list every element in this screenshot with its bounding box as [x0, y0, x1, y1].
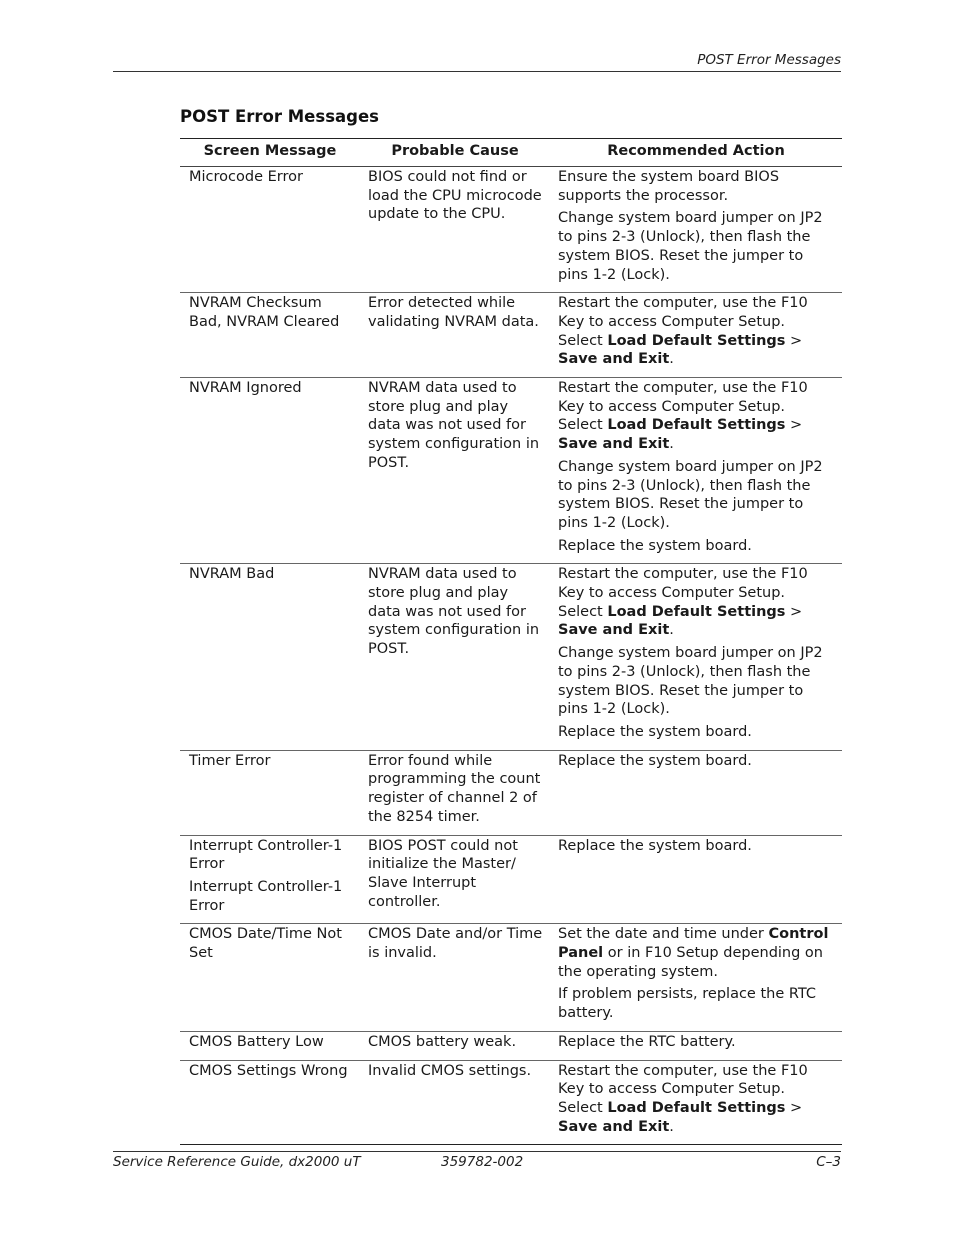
recommended-action	[558, 168, 830, 205]
footer-document-title: Service Reference Guide, dx2000 uT	[113, 1154, 361, 1170]
screen-message-cell	[180, 293, 360, 378]
probable-cause-cell	[360, 293, 550, 378]
action-emphasis: Save and Exit	[558, 1118, 670, 1135]
action-text: Restart the computer, use the F10 Key to access Computer Setup. Select	[558, 380, 808, 434]
recommended-action	[558, 294, 830, 369]
running-header: POST Error Messages	[697, 52, 841, 68]
action-text: .	[669, 436, 674, 453]
action-emphasis: Control Panel	[558, 926, 829, 962]
recommended-action	[558, 1062, 830, 1137]
table-row	[180, 750, 842, 835]
table-row	[180, 1031, 842, 1060]
action-emphasis: Load Default Settings	[607, 1099, 786, 1116]
column-header-screen-message: Screen Message	[203, 142, 337, 159]
probable-cause-cell	[360, 167, 550, 293]
screen-message-cell	[180, 835, 360, 924]
action-text: .	[669, 351, 674, 368]
screen-message: Timer Error	[189, 752, 271, 769]
screen-message: CMOS Battery Low	[189, 1033, 324, 1050]
probable-cause: CMOS battery weak.	[368, 1033, 517, 1050]
recommended-action-cell	[550, 1031, 842, 1060]
action-text: Replace the system board.	[558, 537, 752, 554]
probable-cause-cell	[360, 750, 550, 835]
column-header-probable-cause: Probable Cause	[391, 142, 519, 159]
screen-message: CMOS Date/Time Not Set	[189, 926, 342, 962]
recommended-action	[558, 565, 830, 640]
probable-cause: Error detected while validating NVRAM data.	[368, 295, 539, 330]
action-text: .	[669, 622, 674, 639]
screen-message-cell	[180, 167, 360, 293]
recommended-action-cell	[550, 378, 842, 564]
table-row	[180, 293, 842, 378]
action-emphasis: Load Default Settings	[607, 603, 786, 620]
screen-message: NVRAM Checksum Bad, NVRAM Cleared	[189, 295, 340, 330]
action-text: >	[785, 417, 803, 434]
recommended-action	[558, 209, 830, 284]
action-emphasis: Load Default Settings	[607, 417, 786, 434]
recommended-action	[558, 644, 830, 719]
action-text: >	[785, 1099, 803, 1116]
recommended-action-cell	[550, 924, 842, 1032]
probable-cause: BIOS could not find or load the CPU microcode update to the CPU.	[368, 169, 542, 223]
screen-message-cell	[180, 924, 360, 1032]
recommended-action	[558, 985, 830, 1022]
action-text: Set the date and time under	[558, 926, 769, 943]
recommended-action	[558, 837, 830, 856]
footer-page-number: C–3	[816, 1154, 841, 1170]
probable-cause-cell	[360, 924, 550, 1032]
recommended-action-cell	[550, 167, 842, 293]
action-text: Replace the system board.	[558, 723, 752, 740]
screen-message: Interrupt Controller-1 Error	[189, 837, 343, 873]
recommended-action	[558, 752, 830, 771]
probable-cause-cell	[360, 1031, 550, 1060]
table-row	[180, 1060, 842, 1145]
recommended-action-cell	[550, 564, 842, 750]
action-text: >	[785, 603, 803, 620]
screen-message-cell	[180, 750, 360, 835]
recommended-action	[558, 723, 830, 742]
recommended-action	[558, 1033, 830, 1052]
probable-cause: CMOS Date and/or Time is invalid.	[368, 926, 543, 962]
recommended-action-cell	[550, 1060, 842, 1145]
probable-cause-cell	[360, 1060, 550, 1145]
table-body	[180, 167, 842, 1145]
screen-message-cell	[180, 564, 360, 750]
action-text: Restart the computer, use the F10 Key to access Computer Setup. Select	[558, 566, 808, 620]
action-text: Replace the system board.	[558, 752, 752, 769]
recommended-action	[558, 925, 830, 981]
screen-message-cell	[180, 378, 360, 564]
action-text: Replace the system board.	[558, 837, 752, 854]
screen-message: Microcode Error	[189, 169, 303, 185]
action-text: Replace the RTC battery.	[558, 1033, 736, 1050]
action-text: Change system board jumper on JP2 to pins 2-3 (Unlock), then flash the system BIOS. Reset the jumper to pins 1-2 (Lock).	[558, 210, 823, 283]
action-text: Change system board jumper on JP2 to pins 2-3 (Unlock), then flash the system BIOS. Reset the jumper to pins 1-2 (Lock).	[558, 458, 823, 531]
screen-message: Interrupt Controller-1 Error	[189, 878, 343, 914]
probable-cause: Error found while programming the count register of channel 2 of the 8254 timer.	[368, 752, 541, 825]
header-rule	[113, 71, 841, 72]
recommended-action	[558, 537, 830, 556]
probable-cause: Invalid CMOS settings.	[368, 1062, 532, 1079]
action-emphasis: Save and Exit	[558, 622, 670, 639]
recommended-action-cell	[550, 750, 842, 835]
probable-cause-cell	[360, 564, 550, 750]
table-row	[180, 378, 842, 564]
table-row	[180, 564, 842, 750]
action-emphasis: Save and Exit	[558, 436, 670, 453]
action-emphasis: Save and Exit	[558, 351, 670, 368]
column-header-recommended-action: Recommended Action	[607, 142, 785, 159]
table-row	[180, 167, 842, 293]
action-text: Restart the computer, use the F10 Key to access Computer Setup. Select	[558, 295, 808, 349]
post-error-table	[180, 138, 842, 1145]
probable-cause-cell	[360, 378, 550, 564]
table-header-row	[180, 139, 842, 167]
probable-cause: NVRAM data used to store plug and play data was not used for system configuration in POST.	[368, 380, 540, 471]
screen-message: NVRAM Bad	[189, 566, 275, 583]
action-text: Change system board jumper on JP2 to pins 2-3 (Unlock), then flash the system BIOS. Reset the jumper to pins 1-2 (Lock).	[558, 645, 823, 718]
probable-cause-cell	[360, 835, 550, 924]
section-heading: POST Error Messages	[180, 107, 379, 126]
action-text: >	[785, 332, 803, 349]
screen-message-cell	[180, 1031, 360, 1060]
table-row	[180, 924, 842, 1032]
screen-message: CMOS Settings Wrong	[189, 1062, 348, 1079]
action-text: Ensure the system board BIOS supports the processor.	[558, 169, 780, 204]
action-emphasis: Load Default Settings	[607, 332, 786, 349]
action-text: .	[669, 1118, 674, 1135]
screen-message-cell	[180, 1060, 360, 1145]
action-text: Restart the computer, use the F10 Key to access Computer Setup. Select	[558, 1062, 808, 1116]
action-text: or in F10 Setup depending on the operating system.	[558, 945, 823, 980]
probable-cause: BIOS POST could not initialize the Master/ Slave Interrupt controller.	[368, 837, 518, 910]
screen-message: NVRAM Ignored	[189, 380, 302, 397]
recommended-action	[558, 379, 830, 454]
probable-cause: NVRAM data used to store plug and play data was not used for system configuration in POST.	[368, 566, 540, 658]
recommended-action-cell	[550, 835, 842, 924]
recommended-action-cell	[550, 293, 842, 378]
footer-part-number: 359782-002	[441, 1154, 524, 1170]
action-text: If problem persists, replace the RTC battery.	[558, 986, 817, 1022]
recommended-action	[558, 458, 830, 533]
footer-rule	[113, 1151, 841, 1152]
table-row	[180, 835, 842, 924]
